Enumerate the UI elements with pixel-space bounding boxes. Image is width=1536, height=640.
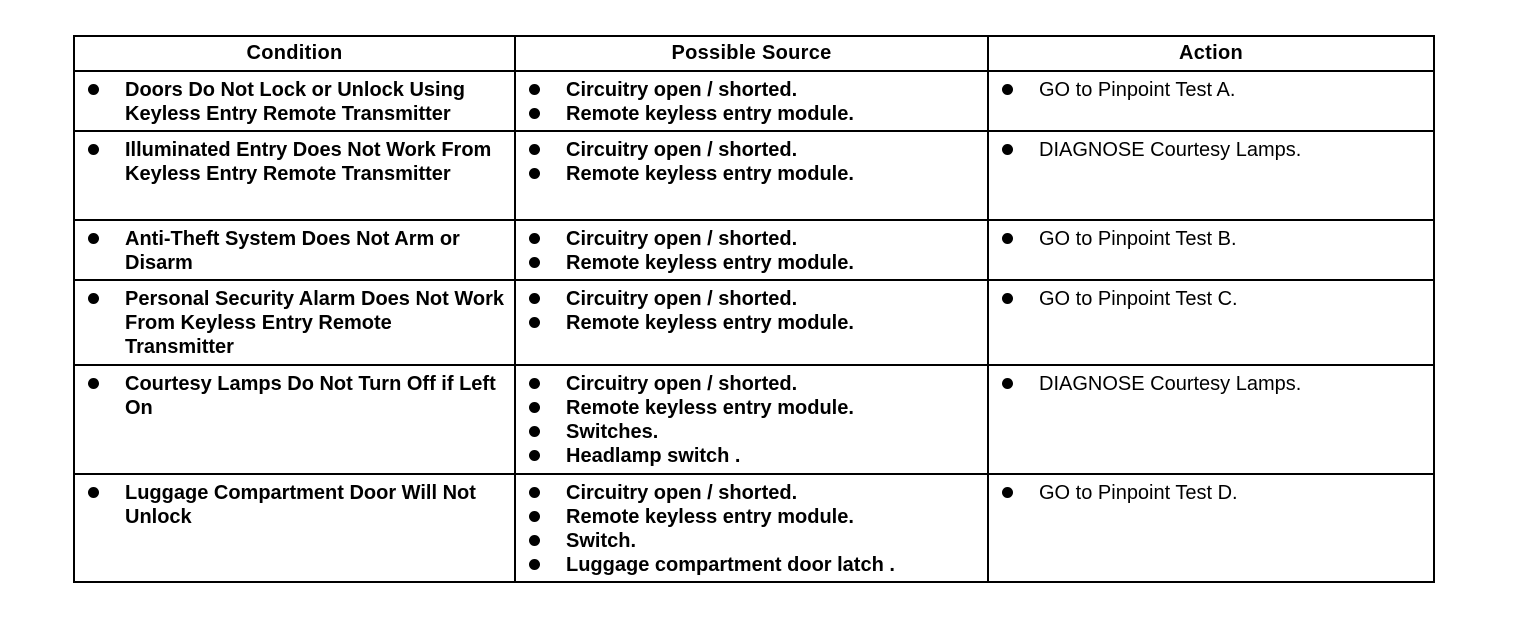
- table-row: [74, 71, 1434, 131]
- bullet-icon: [88, 233, 99, 244]
- table-row: [74, 280, 1434, 365]
- source-cell: [515, 131, 988, 220]
- condition-text: Illuminated Entry Does Not Work From Keyless Entry Remote Transmitter: [125, 139, 492, 185]
- bullet-icon: [1002, 293, 1013, 304]
- bullet-icon: [88, 487, 99, 498]
- bullet-icon: [529, 402, 540, 413]
- table-row: [74, 474, 1434, 582]
- source-item: Circuitry open / shorted.: [566, 228, 798, 250]
- source-item: Circuitry open / shorted.: [566, 482, 798, 504]
- condition-cell: [74, 220, 515, 280]
- action-cell: [988, 474, 1434, 582]
- bullet-icon: [1002, 378, 1013, 389]
- condition-cell: [74, 474, 515, 582]
- bullet-icon: [529, 378, 540, 389]
- action-text: GO to Pinpoint Test A.: [1039, 79, 1236, 101]
- bullet-icon: [88, 378, 99, 389]
- source-item: Luggage compartment door latch .: [566, 554, 895, 576]
- condition-cell: [74, 131, 515, 220]
- action-cell: [988, 220, 1434, 280]
- source-cell: [515, 280, 988, 365]
- bullet-icon: [88, 293, 99, 304]
- action-text: DIAGNOSE Courtesy Lamps.: [1039, 139, 1302, 161]
- bullet-icon: [88, 144, 99, 155]
- bullet-icon: [1002, 233, 1013, 244]
- table-row: [74, 220, 1434, 280]
- action-cell: [988, 131, 1434, 220]
- bullet-icon: [1002, 144, 1013, 155]
- header-possible-source: Possible Source: [515, 36, 988, 71]
- source-item: Remote keyless entry module.: [566, 103, 854, 125]
- table-row: [74, 131, 1434, 220]
- condition-text: Courtesy Lamps Do Not Turn Off if Left On: [125, 373, 496, 419]
- condition-cell: [74, 280, 515, 365]
- condition-cell: [74, 365, 515, 474]
- bullet-icon: [529, 511, 540, 522]
- bullet-icon: [529, 168, 540, 179]
- source-item: Headlamp switch .: [566, 445, 741, 467]
- table-row: [74, 365, 1434, 474]
- condition-text: Personal Security Alarm Does Not Work From Keyless Entry Remote Transmitter: [125, 288, 505, 358]
- bullet-icon: [1002, 84, 1013, 95]
- source-item: Remote keyless entry module.: [566, 397, 854, 419]
- source-item: Circuitry open / shorted.: [566, 288, 798, 310]
- bullet-icon: [529, 487, 540, 498]
- bullet-icon: [529, 84, 540, 95]
- bullet-icon: [529, 317, 540, 328]
- bullet-icon: [529, 233, 540, 244]
- action-text: DIAGNOSE Courtesy Lamps.: [1039, 373, 1302, 395]
- bullet-icon: [529, 450, 540, 461]
- bullet-icon: [529, 535, 540, 546]
- condition-text: Luggage Compartment Door Will Not Unlock: [125, 482, 476, 528]
- action-cell: [988, 280, 1434, 365]
- source-item: Remote keyless entry module.: [566, 506, 854, 528]
- header-action: Action: [988, 36, 1434, 71]
- condition-text: Doors Do Not Lock or Unlock Using Keyless Entry Remote Transmitter: [125, 79, 466, 125]
- bullet-icon: [529, 559, 540, 570]
- source-item: Remote keyless entry module.: [566, 252, 854, 274]
- action-cell: [988, 71, 1434, 131]
- bullet-icon: [529, 257, 540, 268]
- condition-text: Anti-Theft System Does Not Arm or Disarm: [125, 228, 460, 274]
- bullet-icon: [529, 293, 540, 304]
- source-cell: [515, 71, 988, 131]
- action-text: GO to Pinpoint Test B.: [1039, 228, 1237, 250]
- diagnosis-table: [73, 35, 1435, 583]
- header-condition: Condition: [74, 36, 515, 71]
- source-item: Circuitry open / shorted.: [566, 139, 798, 161]
- bullet-icon: [529, 426, 540, 437]
- source-cell: [515, 365, 988, 474]
- header-row: [74, 36, 1434, 71]
- bullet-icon: [1002, 487, 1013, 498]
- action-cell: [988, 365, 1434, 474]
- source-cell: [515, 474, 988, 582]
- source-item: Remote keyless entry module.: [566, 312, 854, 334]
- action-text: GO to Pinpoint Test D.: [1039, 482, 1238, 504]
- source-item: Switches.: [566, 421, 659, 443]
- source-item: Remote keyless entry module.: [566, 163, 854, 185]
- bullet-icon: [529, 108, 540, 119]
- action-text: GO to Pinpoint Test C.: [1039, 288, 1238, 310]
- source-item: Circuitry open / shorted.: [566, 79, 798, 101]
- condition-cell: [74, 71, 515, 131]
- source-item: Circuitry open / shorted.: [566, 373, 798, 395]
- bullet-icon: [88, 84, 99, 95]
- source-item: Switch.: [566, 530, 637, 552]
- source-cell: [515, 220, 988, 280]
- bullet-icon: [529, 144, 540, 155]
